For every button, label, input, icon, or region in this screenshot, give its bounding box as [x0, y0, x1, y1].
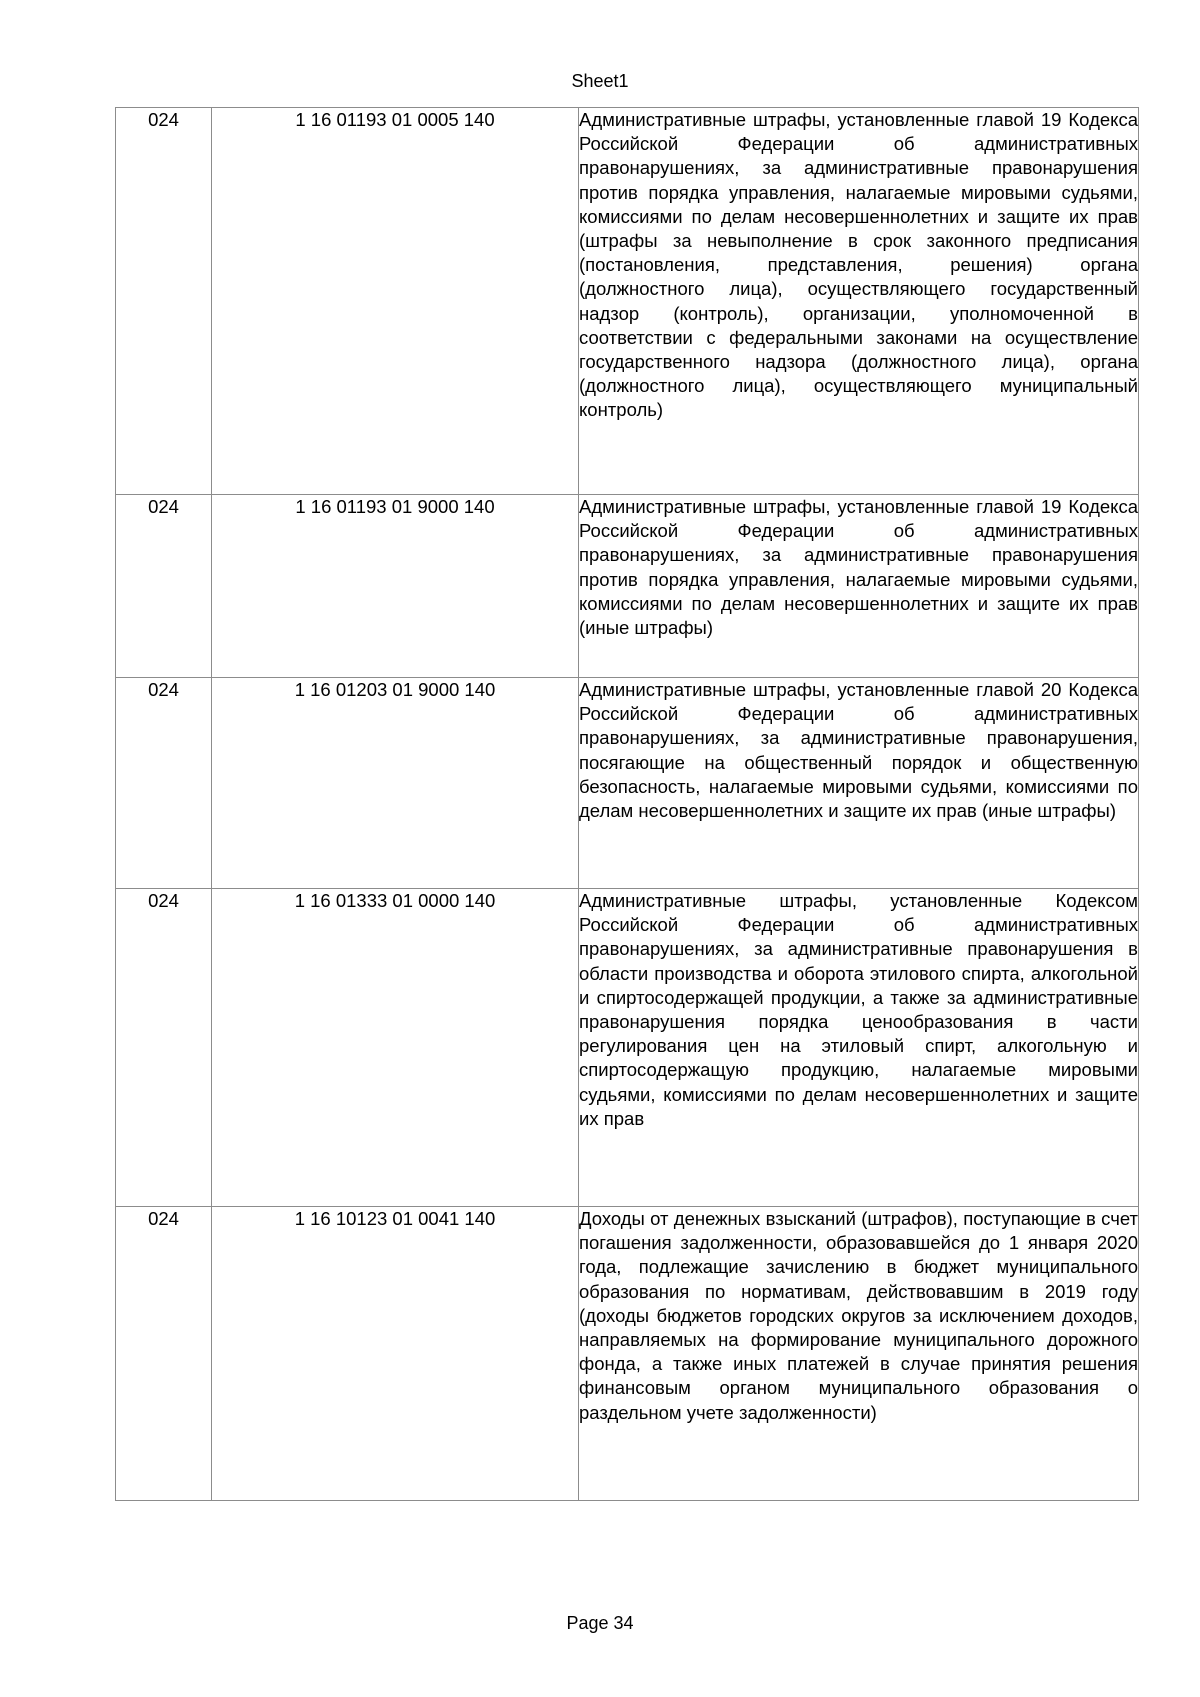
- kbk-code-cell: 1 16 01333 01 0000 140: [212, 889, 579, 1207]
- sheet-title: Sheet1: [571, 71, 629, 91]
- table-row: [116, 678, 1139, 889]
- table-row: [116, 1207, 1139, 1501]
- description-cell: Доходы от денежных взысканий (штрафов), поступающие в счет погашения задолженности, образовавшейся до 1 января 2020 года, подлежащие зачислению в бюджет муниципального образования по нормативам, действовавшим в 2019 году (доходы бюджетов городских округов за исключением доходов, направляемых на формирование муниципального дорожного фонда, а также иных платежей в случае принятия решения финансовым органом муниципального образования о раздельном учете задолженности): [579, 1207, 1139, 1501]
- description-cell: Административные штрафы, установленные главой 19 Кодекса Российской Федерации об административных правонарушениях, за административные правонарушения против порядка управления, налагаемые мировыми судьями, комиссиями по делам несовершеннолетних и защите их прав (штрафы за невыполнение в срок законного предписания (постановления, представления, решения) органа (должностного лица), осуществляющего государственный надзор (контроль), организации, уполномоченной в соответствии с федеральными законами на осуществление государственного надзора (должностного лица), органа (должностного лица), осуществляющего муниципальный контроль): [579, 108, 1139, 495]
- kbk-code-cell: 1 16 10123 01 0041 140: [212, 1207, 579, 1501]
- table-row: [116, 108, 1139, 495]
- kbk-code-cell: 1 16 01193 01 0005 140: [212, 108, 579, 495]
- admin-code-cell: 024: [116, 678, 212, 889]
- admin-code-cell: 024: [116, 108, 212, 495]
- description-cell: Административные штрафы, установленные главой 19 Кодекса Российской Федерации об административных правонарушениях, за административные правонарушения против порядка управления, налагаемые мировыми судьями, комиссиями по делам несовершеннолетних и защите их прав (иные штрафы): [579, 495, 1139, 678]
- page-number: Page 34: [566, 1613, 634, 1633]
- admin-code-cell: 024: [116, 889, 212, 1207]
- kbk-code-cell: 1 16 01203 01 9000 140: [212, 678, 579, 889]
- kbk-code-cell: 1 16 01193 01 9000 140: [212, 495, 579, 678]
- table-row: [116, 889, 1139, 1207]
- admin-code-cell: 024: [116, 1207, 212, 1501]
- budget-codes-table: [115, 107, 1139, 1501]
- admin-code-cell: 024: [116, 495, 212, 678]
- description-cell: Административные штрафы, установленные главой 20 Кодекса Российской Федерации об административных правонарушениях, за административные правонарушения, посягающие на общественный порядок и общественную безопасность, налагаемые мировыми судьями, комиссиями по делам несовершеннолетних и защите их прав (иные штрафы): [579, 678, 1139, 889]
- table-row: [116, 495, 1139, 678]
- description-cell: Административные штрафы, установленные Кодексом Российской Федерации об административных правонарушениях, за административные правонарушения в области производства и оборота этилового спирта, алкогольной и спиртосодержащей продукции, а также за административные правонарушения порядка ценообразования в части регулирования цен на этиловый спирт, алкогольную и спиртосодержащую продукцию, налагаемые мировыми судьями, комиссиями по делам несовершеннолетних и защите их прав: [579, 889, 1139, 1207]
